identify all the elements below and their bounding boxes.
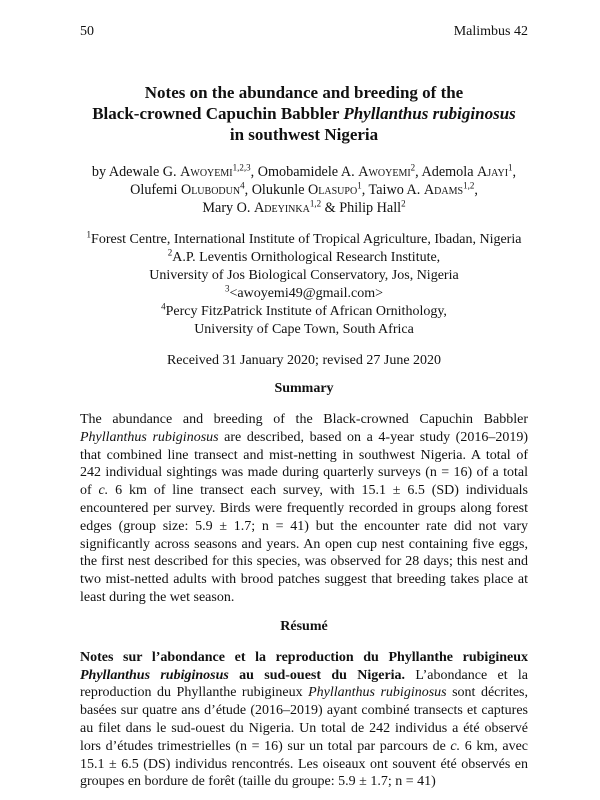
received-dates: Received 31 January 2020; revised 27 June 2020 — [166, 353, 442, 368]
running-header — [80, 24, 528, 40]
article-title: Notes on the abundance and breeding of the Black-crowned Capuchin Babbler Phyllanthus rubiginosus in southwest Nigeria — [92, 83, 516, 144]
page-number: 50 — [80, 24, 94, 39]
affiliations: $^1$Forest Centre, International Institute of Tropical Agriculture, Ibadan, Nigeria $^2$A.P. Leventis Ornithological Research Institute, University of Jos Biological Conservatory, Jos, Nigeria $^3$<awoyemi49@gmail.com> $^4$Percy FitzPatrick Institute of African Ornithology, University of Cape Town, South Africa — [86, 229, 522, 337]
resume-heading: Résumé — [280, 618, 328, 634]
summary-paragraph: The abundance and breeding of the Black-crowned Capuchin Babbler Phyllanthus rubiginosus are described, based on a 4-year study (2016–2019) that combined line transect and mist-netting in southwest Nigeria. A total of 242 individual sightings was made during quarterly surveys (n = 16) of a total of c. 6 km of line transect each survey, with 15.1 ± 6.5 (SD) individuals encountered per survey. Birds were frequently recorded in groups along forest edges (group size: 5.9 ± 1.7; n = 41) but the encounter rate did not vary significantly across seasons and years. An open cup nest containing five eggs, the first nest described for this species, was observed for 28 days; this nest and two mist-netted adults with brood patches suggest that breeding takes place at least during the wet season. — [80, 412, 528, 605]
journal-name: Malimbus 42 — [453, 24, 528, 39]
summary-heading: Summary — [274, 381, 334, 396]
author-list: by Adewale G. Awoyemi$^{1,2,3}$, Omobamidele A. Awoyemi$^2$, Ademola Ajayi$^1$, Olufemi Olubodun$^4$, Olukunle Olasupo$^1$, Taiwo A. Adams$^{1,2}$, Mary O. Adeyinka$^{1,2}$ & Philip Hall$^2$ — [91, 162, 517, 216]
resume-paragraph: Notes sur l’abondance et la reproduction du Phyllanthe rubigineux Phyllanthus rubiginosus au sud-ouest du Nigeria. L’abondance et la reproduction du Phyllanthe rubigineux Phyllanthus rubiginosus sont décrites, basées sur quatre ans d’étude (2016–2019) ayant combiné transects et captures au filet dans le sud-ouest du Nigeria. Un total de 242 individus a été observé lors d’études trimestrielles (n = 16) sur un total par parcours de c. 6 km, avec 15.1 ± 6.5 (DS) individus rencontrés. Les oiseaux ont souvent été observés en groupes en bordure de forêt (taille du groupe: 5.9 ± 1.7; n = 41) — [80, 649, 529, 790]
author-email: <awoyemi49@gmail.com> — [229, 286, 383, 301]
